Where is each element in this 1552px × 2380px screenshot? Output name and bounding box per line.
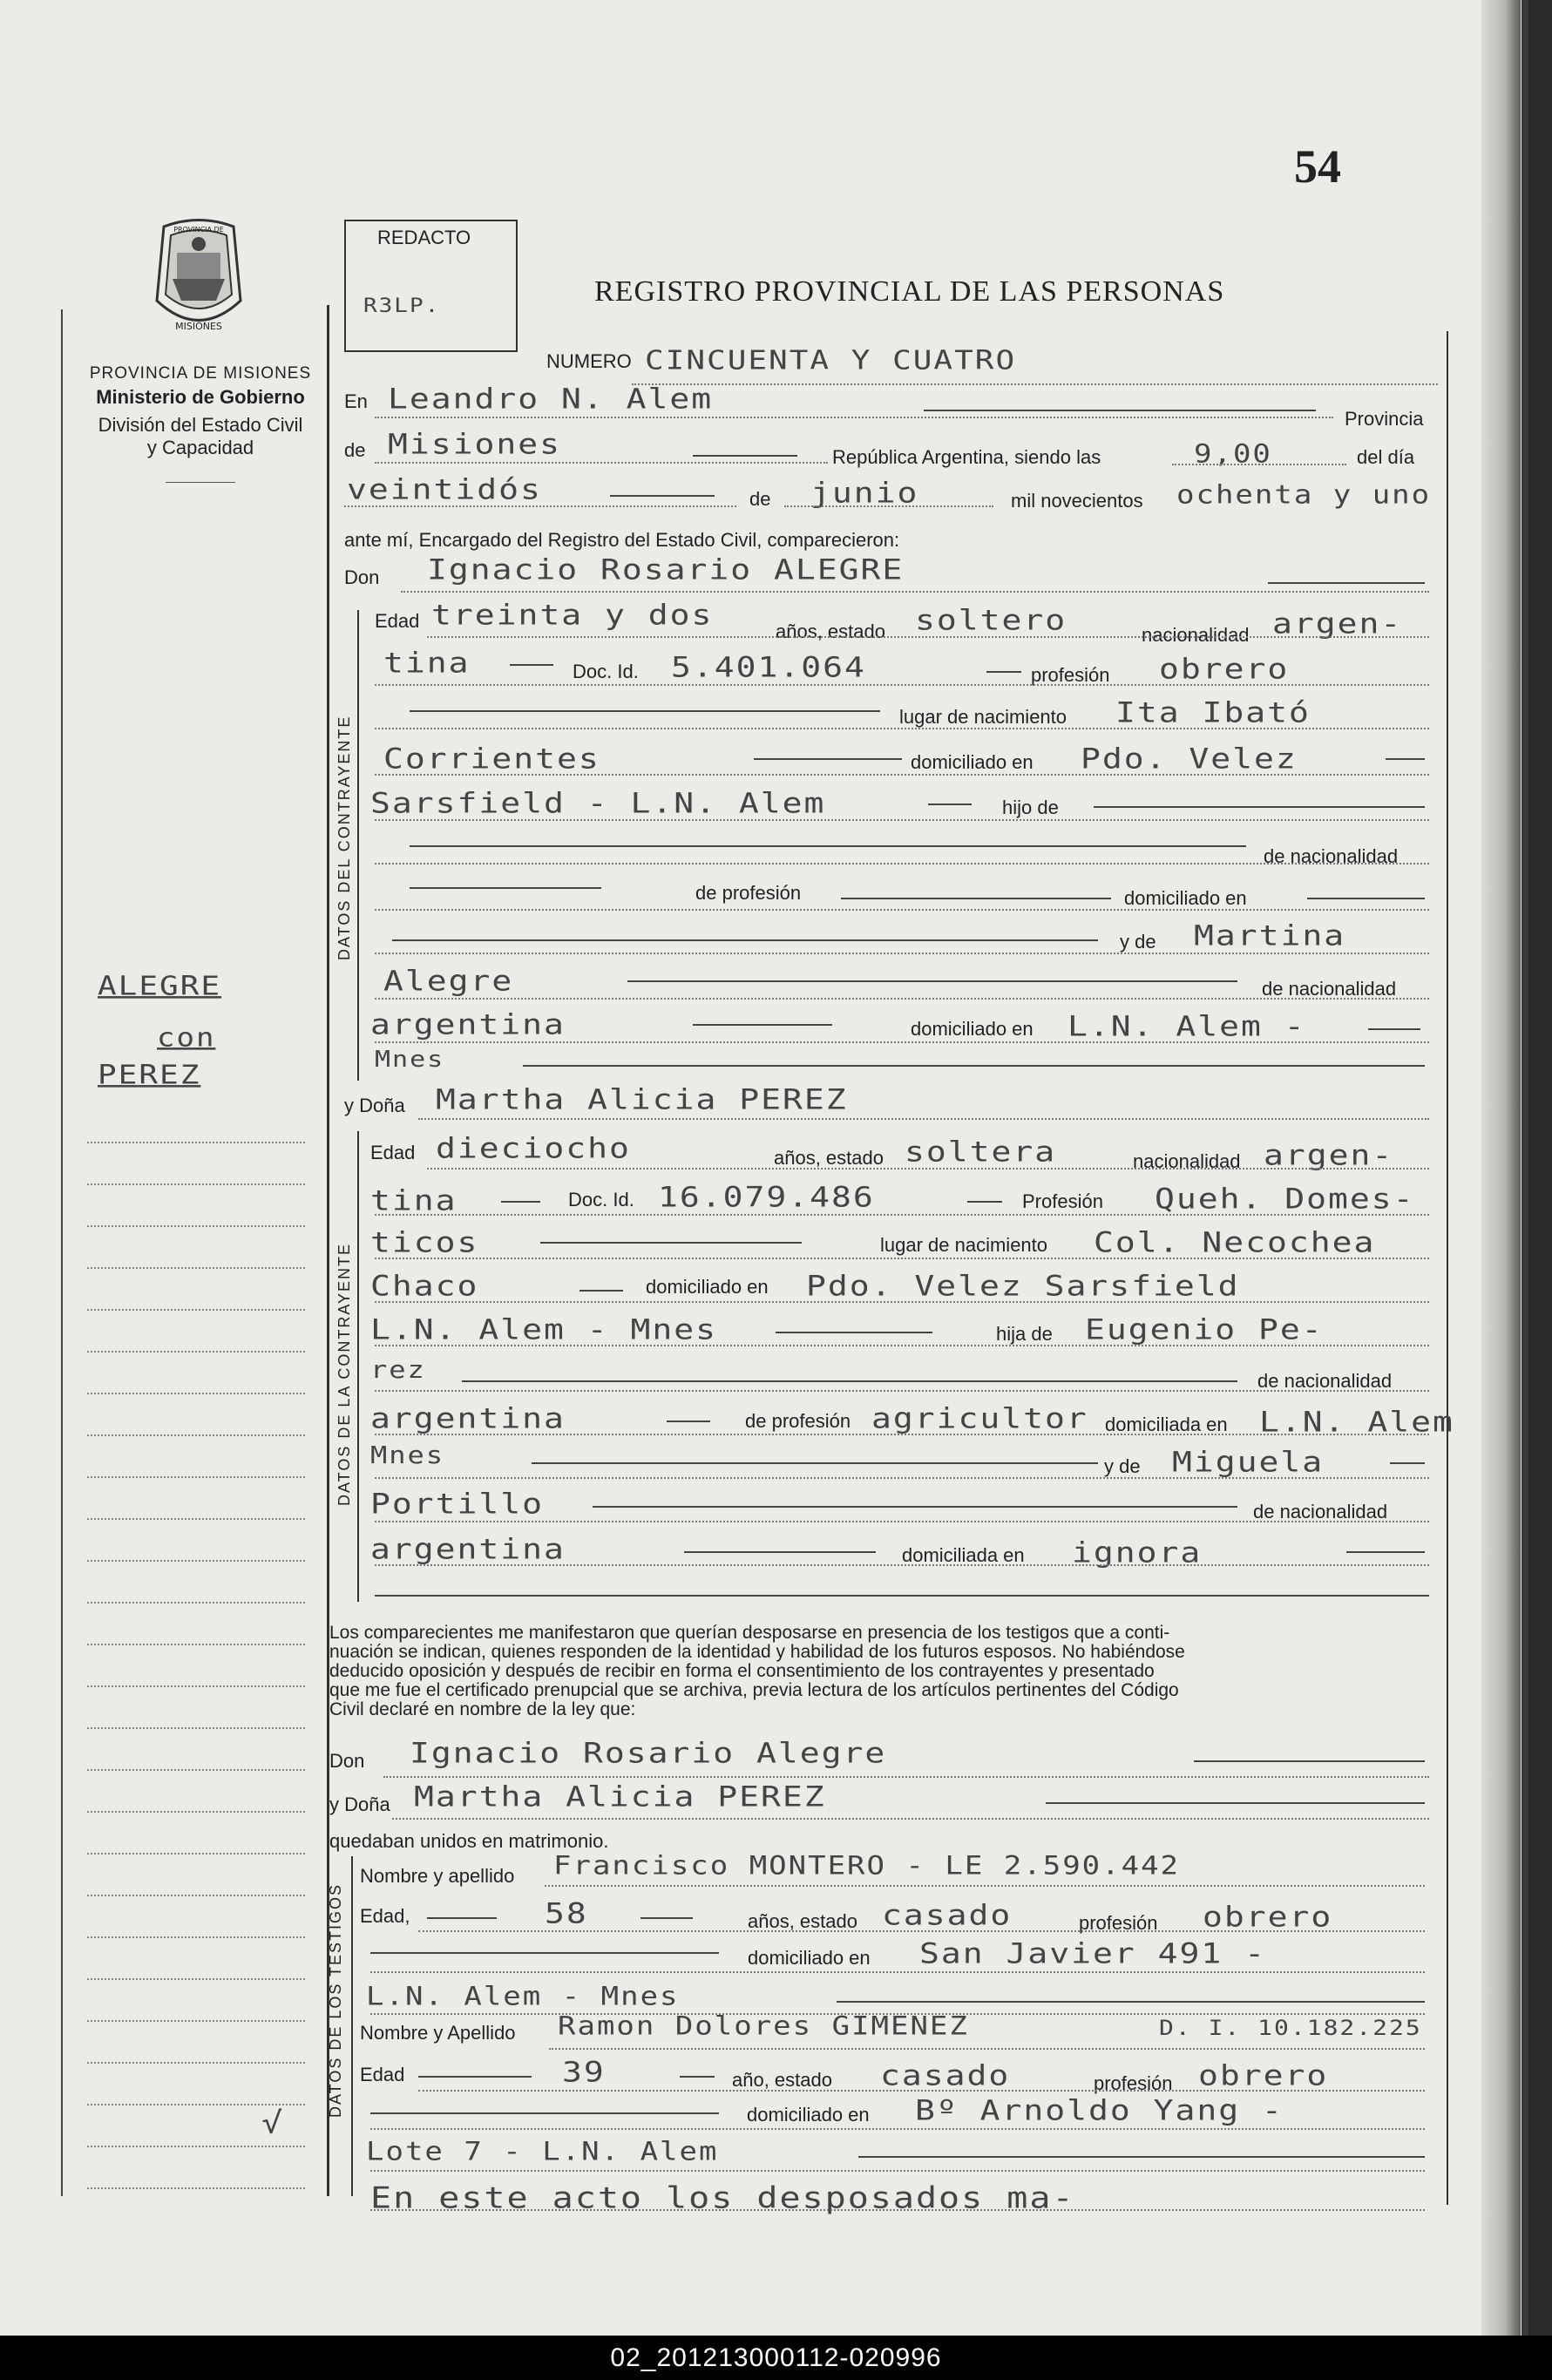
statement-dona-label: y Doña (329, 1793, 390, 1815)
margin-ruled-line (87, 1895, 305, 1896)
bride-name: Martha Alicia PEREZ (436, 1082, 848, 1115)
witness1-edad-label: Edad, (360, 1905, 410, 1927)
margin-ruled-line (87, 1769, 305, 1771)
bride-anios-label: años, estado (774, 1147, 884, 1169)
statement-line3: deducido oposición y después de recibir en forma el consentimiento de los contrayentes y presentado (329, 1661, 1155, 1681)
redacto-box (344, 220, 518, 352)
anio-value: ochenta y uno (1176, 480, 1432, 510)
ministry-divider (166, 482, 235, 483)
statement-dona-name: Martha Alicia PEREZ (414, 1780, 826, 1813)
witness2-edad-label: Edad (360, 2064, 405, 2085)
groom-father-nac-label: de nacionalidad (1264, 845, 1399, 867)
groom-name: Ignacio Rosario ALEGRE (427, 553, 905, 586)
witness1-edad: 58 (545, 1896, 588, 1929)
groom-mother-dom2: Mnes (375, 1047, 445, 1073)
groom-edad-label: Edad (375, 610, 420, 632)
witness2-doc: D. I. 10.182.225 (1159, 2015, 1422, 2040)
main-right-border (1447, 331, 1448, 2205)
groom-dom1: Pdo. Velez (1081, 742, 1298, 775)
margin-ruled-line (87, 1434, 305, 1436)
witness1-dom-label: domiciliado en (748, 1947, 871, 1969)
final-handwritten-line: En este acto los desposados ma- (370, 2180, 1075, 2215)
bride-edad-label: Edad (370, 1142, 416, 1163)
margin-ruled-line (87, 1811, 305, 1813)
bride-nac1: argen- (1264, 1138, 1394, 1171)
bride-dom2: L.N. Alem - Mnes (370, 1312, 718, 1346)
don-label: Don (344, 566, 380, 588)
bride-yde-label: y de (1104, 1455, 1141, 1477)
witness1-prof-label: profesión (1079, 1912, 1158, 1934)
ante-label: ante mí, Encargado del Registro del Estado Civil, comparecieron: (344, 529, 900, 551)
margin-ruled-line (87, 2020, 305, 2022)
statement-line2: nuación se indican, quienes responden de la identidad y habilidad de los futuros esposos. No habiéndose (329, 1642, 1185, 1662)
margin-ruled-line (87, 2146, 305, 2147)
statement-closing: quedaban unidos en matrimonio. (329, 1830, 609, 1852)
groom-nac-label: nacionalidad (1142, 624, 1250, 646)
margin-ruled-line (87, 1602, 305, 1604)
margin-ruled-line (87, 1309, 305, 1311)
groom-nac2: tina (383, 646, 471, 679)
bride-hija-label: hija de (996, 1323, 1053, 1345)
margin-ruled-line (87, 1644, 305, 1645)
ministry-province: PROVINCIA DE MISIONES (89, 364, 312, 383)
margin-ruled-line (87, 2104, 305, 2105)
numero-value: CINCUENTA Y CUATRO (645, 345, 1017, 376)
statement-don-name: Ignacio Rosario Alegre (410, 1736, 887, 1769)
ministry-name: Ministerio de Gobierno (96, 386, 305, 408)
margin-ruled-line (87, 1560, 305, 1562)
bride-father-dom-label: domiciliada en (1105, 1414, 1228, 1435)
margin-ruled-line (87, 1225, 305, 1227)
groom-mother-dom: L.N. Alem - (1067, 1009, 1306, 1042)
margin-ruled-line (87, 1727, 305, 1729)
bride-prof-label: Profesión (1022, 1190, 1103, 1212)
ministry-division: División del Estado Civil (98, 414, 303, 436)
redacto-initials: R3LP. (363, 295, 441, 317)
groom-lugar-label: lugar de nacimiento (899, 706, 1067, 728)
margin-checkmark: √ (261, 2105, 285, 2140)
groom-mother2: Alegre (383, 964, 514, 997)
numero-label: NUMERO (546, 350, 632, 372)
margin-ruled-line (87, 1978, 305, 1980)
bride-dom-label: domiciliado en (646, 1276, 769, 1298)
margin-ruled-line (87, 1476, 305, 1478)
groom-yde-label: y de (1120, 931, 1156, 953)
de-value: Misiones (388, 427, 562, 460)
groom-nac1: argen- (1272, 607, 1403, 640)
witness1-name: Francisco MONTERO - LE 2.590.442 (553, 1851, 1181, 1881)
groom-mother-nac: argentina (370, 1007, 566, 1041)
bride-estado: soltera (905, 1135, 1057, 1168)
statement-line4: que me fue el certificado prenupcial que se archiva, previa lectura de los artículos pertinentes del Código (329, 1680, 1179, 1700)
groom-father-dom-label: domiciliado en (1124, 887, 1247, 909)
bride-mother-dom: ignora (1072, 1536, 1203, 1569)
witness1-dom2: L.N. Alem - Mnes (366, 1982, 680, 2011)
scan-id-footer: 02_201213000112-020996 (0, 2336, 1552, 2380)
bride-dom1: Pdo. Velez Sarsfield (806, 1269, 1240, 1302)
bride-prof2: ticos (370, 1225, 479, 1258)
witness1-anios-label: años, estado (748, 1910, 857, 1932)
page-number: 54 (1294, 140, 1341, 193)
bride-mother-nac: argentina (370, 1532, 566, 1565)
bride-father-prof: agricultor (871, 1401, 1088, 1434)
margin-ruled-line (87, 1518, 305, 1520)
margin-ruled-line (87, 1853, 305, 1855)
groom-hijo-label: hijo de (1002, 797, 1059, 818)
witness1-estado: casado (882, 1898, 1013, 1931)
bride-father-nac: argentina (370, 1401, 566, 1434)
bride-side-label: DATOS DE LA CONTRAYENTE (335, 1242, 353, 1506)
groom-mother-dom-label: domiciliado en (911, 1018, 1034, 1040)
dona-label: y Doña (344, 1095, 405, 1116)
ministry-capacity: y Capacidad (146, 437, 254, 458)
witness1-dom1: San Javier 491 - (919, 1936, 1267, 1970)
margin-note-surname1: ALEGRE (98, 971, 222, 1001)
groom-lugar2: Corrientes (383, 742, 600, 775)
statement-line5: Civil declaré en nombre de la ley que: (329, 1699, 636, 1719)
witness1-prof: obrero (1203, 1900, 1333, 1933)
republica-label: República Argentina, siendo las (832, 446, 1101, 468)
en-label: En (344, 390, 368, 412)
registry-title: REGISTRO PROVINCIAL DE LAS PERSONAS (594, 275, 1225, 308)
groom-prof-label: profesión (1031, 664, 1110, 686)
groom-dom-label: domiciliado en (911, 751, 1034, 773)
bride-mother-nac-label: de nacionalidad (1253, 1501, 1388, 1522)
margin-ruled-line (87, 1142, 305, 1143)
statement-don-label: Don (329, 1750, 365, 1772)
margin-ruled-line (87, 1685, 305, 1687)
bride-father1: Eugenio Pe- (1085, 1312, 1324, 1346)
seal-text-bottom: MISIONES (175, 321, 222, 332)
provincia-label: Provincia (1345, 408, 1424, 430)
bride-father-dom2: Mnes (370, 1441, 445, 1469)
en-value: Leandro N. Alem (388, 382, 714, 415)
left-margin-line (61, 309, 63, 2196)
groom-edad: treinta y dos (431, 598, 714, 631)
bride-mother-dom-label: domiciliada en (902, 1544, 1025, 1566)
bride-father2: rez (370, 1355, 426, 1384)
groom-mother-nac-label: de nacionalidad (1262, 978, 1397, 1000)
del-dia-label: del día (1357, 446, 1415, 468)
margin-ruled-line (87, 2062, 305, 2064)
witness2-dom1: Bº Arnoldo Yang - (915, 2093, 1284, 2126)
bride-doc-label: Doc. Id. (568, 1189, 634, 1210)
witness2-prof: obrero (1198, 2058, 1329, 2092)
statement-line1: Los comparecientes me manifestaron que querían desposarse en presencia de los testigos que a conti- (329, 1623, 1170, 1643)
margin-note-con: con (157, 1023, 216, 1053)
margin-ruled-line (87, 2187, 305, 2189)
seal-text-top: PROVINCIA DE (173, 226, 224, 234)
de-label: de (344, 439, 366, 461)
margin-ruled-line (87, 1393, 305, 1394)
groom-prof: obrero (1159, 652, 1290, 685)
groom-doc-label: Doc. Id. (573, 661, 639, 682)
mes-value: junio (810, 476, 919, 509)
bride-lugar2: Chaco (370, 1269, 479, 1302)
groom-mother1: Martina (1194, 919, 1346, 952)
witness2-name-label: Nombre y Apellido (360, 2022, 516, 2044)
bride-lugar: Col. Necochea (1094, 1225, 1376, 1258)
bride-father-dom: L.N. Alem (1259, 1405, 1454, 1438)
groom-father-prof-label: de profesión (695, 882, 802, 904)
witness2-prof-label: profesión (1094, 2072, 1173, 2094)
groom-side-label: DATOS DEL CONTRAYENTE (335, 715, 353, 960)
bride-nac-label: nacionalidad (1133, 1150, 1241, 1172)
groom-doc: 5.401.064 (671, 650, 866, 683)
witness2-edad: 39 (562, 2055, 606, 2088)
witness2-dom2: Lote 7 - L.N. Alem (366, 2137, 719, 2166)
bride-doc: 16.079.486 (658, 1180, 875, 1213)
bride-prof1: Queh. Domes- (1155, 1182, 1415, 1215)
witness2-dom-label: domiciliado en (747, 2104, 870, 2126)
groom-estado: soltero (915, 603, 1067, 636)
bride-father-nac-label: de nacionalidad (1257, 1370, 1393, 1392)
witness2-estado: casado (880, 2058, 1011, 2092)
provincial-seal-icon (146, 218, 251, 336)
groom-anios-label: años, estado (776, 620, 885, 642)
groom-lugar: Ita Ibató (1115, 695, 1311, 729)
book-spine (1481, 0, 1521, 2336)
bride-father-prof-label: de profesión (745, 1410, 851, 1432)
margin-note-surname2: PEREZ (98, 1060, 201, 1090)
witness2-anio-label: año, estado (732, 2069, 832, 2091)
mil-label: mil novecientos (1011, 490, 1143, 512)
groom-dom2: Sarsfield - L.N. Alem (370, 786, 826, 819)
margin-ruled-line (87, 1351, 305, 1353)
hora-value: 9,00 (1194, 439, 1272, 469)
bride-mother2: Portillo (370, 1487, 545, 1520)
bride-edad: dieciocho (436, 1131, 631, 1164)
witness2-name: Ramon Dolores GIMENEZ (558, 2011, 969, 2041)
redacto-label: REDACTO (377, 227, 471, 248)
dia-value: veintidós (347, 472, 542, 505)
bride-lugar-label: lugar de nacimiento (880, 1234, 1048, 1256)
witness-side-label: DATOS DE LOS TESTIGOS (327, 1882, 344, 2118)
margin-ruled-line (87, 1267, 305, 1269)
margin-ruled-line (87, 1936, 305, 1938)
witness1-name-label: Nombre y apellido (360, 1865, 515, 1887)
bride-mother1: Miguela (1172, 1445, 1325, 1478)
bride-nac2: tina (370, 1183, 457, 1217)
de2-label: de (749, 488, 771, 510)
margin-ruled-line (87, 1183, 305, 1185)
